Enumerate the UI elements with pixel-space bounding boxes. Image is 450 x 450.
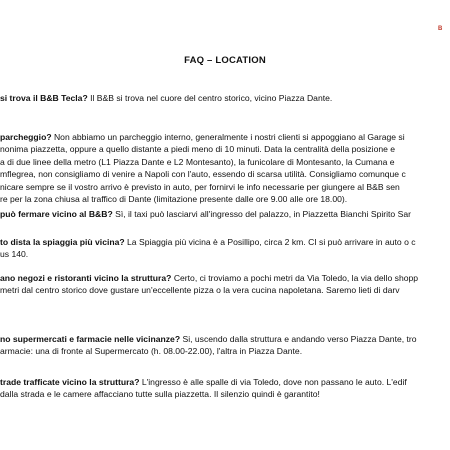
corner-mark: B <box>438 26 443 32</box>
faq-question: può fermare vicino al B&B? <box>0 209 113 219</box>
faq-answer: Si, uscendo dalla struttura e andando verso Piazza Dante, tro <box>182 334 417 344</box>
faq-answer-line: mflegrea, non consigliamo di venire a Napoli con l'auto, essendo di scarsa utilità. Consigliamo comunque c <box>0 169 406 180</box>
faq-item-location <box>0 92 450 104</box>
faq-item-parking <box>0 131 450 205</box>
faq-item-traffic <box>0 376 450 401</box>
faq-answer-line: re per la zona chiusa al traffico di Dante (limitazione presente dalle ore 9.00 alle ore 18.00). <box>0 194 348 205</box>
faq-item-supermarkets <box>0 333 450 358</box>
faq-answer-line: metri dal centro storico dove gustare un'eccellente pizza o la vera cucina napoletana. Saremo lieti di darv <box>0 285 400 296</box>
faq-line <box>0 376 450 388</box>
faq-question: ano negozi e ristoranti vicino la struttura? <box>0 273 172 283</box>
faq-answer-line: nonima piazzetta, oppure a quello distante a piedi meno di 10 minuti. Data la centralità della posizione e <box>0 144 396 155</box>
faq-answer: Non abbiamo un parcheggio interno, generalmente i nostri clienti si appoggiano al Garage si <box>53 132 405 142</box>
faq-line <box>0 92 450 104</box>
page-title: FAQ – LOCATION <box>184 55 266 66</box>
faq-line <box>0 131 450 143</box>
faq-item-shops <box>0 272 450 297</box>
faq-answer: Certo, ci troviamo a pochi metri da Via Toledo, la via dello shopp <box>173 273 419 283</box>
faq-question: si trova il B&B Tecla? <box>0 93 88 103</box>
faq-answer-line: armacie: una di fronte al Supermercato (h. 08.00-22.00), l'altra in Piazza Dante. <box>0 346 303 357</box>
faq-answer-line: nicare sempre se il vostro arrivo è previsto in auto, per fornirvi le info necessarie per giungere al B&B sen <box>0 181 400 192</box>
faq-line <box>0 333 450 345</box>
faq-question: trade trafficate vicino la struttura? <box>0 377 140 387</box>
faq-answer-line: dalla strada e le camere affacciano tutte sulla piazzetta. Il silenzio quindi è garantito! <box>0 389 320 400</box>
faq-question: parcheggio? <box>0 132 52 142</box>
faq-line <box>0 208 450 220</box>
faq-answer-line: us 140. <box>0 249 29 260</box>
faq-answer-line: a di due linee della metro (L1 Piazza Dante e L2 Montesanto), la funicolare di Montesanto, la Cumana e <box>0 156 395 167</box>
faq-item-beach <box>0 236 450 261</box>
faq-answer: Il B&B si trova nel cuore del centro storico, vicino Piazza Dante. <box>90 93 333 103</box>
faq-line <box>0 272 450 284</box>
faq-answer: Sì, il taxi può lasciarvi all'ingresso del palazzo, in Piazzetta Bianchi Spirito Sar <box>115 209 411 219</box>
faq-line <box>0 236 450 248</box>
faq-answer: La Spiaggia più vicina è a Posillipo, circa 2 km. CI si può arrivare in auto o c <box>127 237 416 247</box>
faq-question: no supermercati e farmacie nelle vicinanze? <box>0 334 181 344</box>
faq-answer: L'ingresso è alle spalle di via Toledo, dove non passano le auto. L'edif <box>141 377 407 387</box>
faq-question: to dista la spiaggia più vicina? <box>0 237 125 247</box>
faq-item-taxi <box>0 208 450 220</box>
